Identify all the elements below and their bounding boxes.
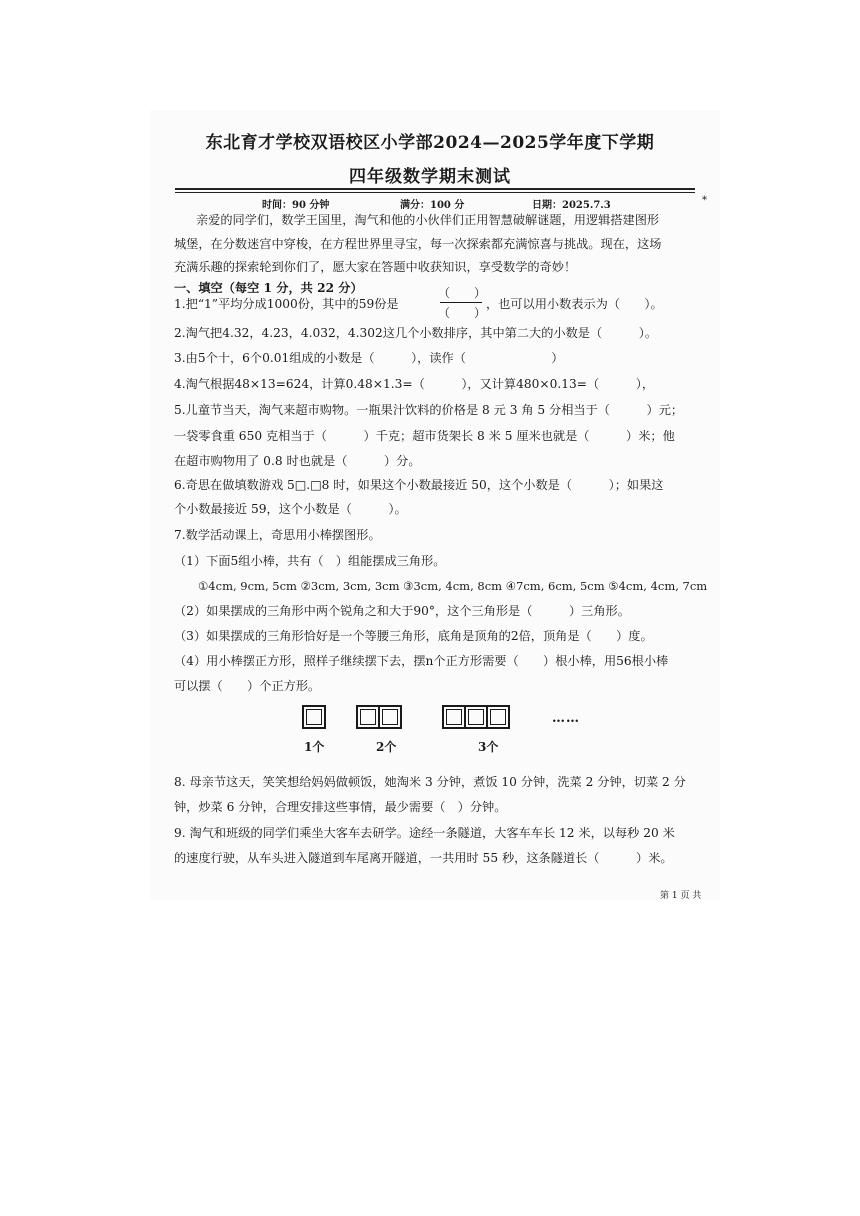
fraction-bar xyxy=(440,302,482,303)
q5-line-3: 在超市购物用了 0.8 时也就是（ ）分。 xyxy=(174,454,421,468)
exam-time: 时间：90 分钟 xyxy=(262,200,330,211)
fraction-denominator: （ ） xyxy=(438,306,487,320)
q7-part2: （2）如果摆成的三角形中两个锐角之和大于90°，这个三角形是（ ）三角形。 xyxy=(174,604,630,618)
exam-score: 满分：100 分 xyxy=(400,200,465,211)
square-shape xyxy=(486,705,510,729)
page-number: 第 1 页 共 xyxy=(660,891,702,901)
q6-line-2: 个小数最接近 59，这个小数是（ ）。 xyxy=(174,502,407,516)
q9-line-2: 的速度行驶，从车头进入隧道到车尾离开隧道，一共用时 55 秒，这条隧道长（ ）米。 xyxy=(174,851,673,865)
square-shape xyxy=(356,705,380,729)
q7-part4-line-2: 可以摆（ ）个正方形。 xyxy=(174,679,321,693)
q8-line-2: 钟，炒菜 6 分钟，合理安排这些事情，最少需要（ ）分钟。 xyxy=(174,800,507,814)
header-rule-thick xyxy=(175,188,695,190)
figure-label-3: 3个 xyxy=(478,740,499,754)
intro-line-1: 亲爱的同学们，数学王国里，淘气和他的小伙伴们正用智慧破解谜题，用逻辑搭建图形 xyxy=(196,213,660,227)
q7-part4-line-1: （4）用小棒摆正方形，照样子继续摆下去，摆n个正方形需要（ ）根小棒，用56根小棒 xyxy=(174,654,669,668)
q5-line-2: 一袋零食重 650 克相当于（ ）千克；超市货架长 8 米 5 厘米也就是（ ）米；他 xyxy=(174,429,675,443)
fraction-numerator: （ ） xyxy=(438,286,487,300)
figure-label-2: 2个 xyxy=(376,740,397,754)
figure-continuation: …… xyxy=(552,711,580,726)
q7-stick-options: ①4cm, 9cm, 5cm ②3cm, 3cm, 3cm ③3cm, 4cm, 8cm ④7cm, 6cm, 5cm ⑤4cm, 4cm, 7cm xyxy=(198,579,708,593)
q7-intro: 7.数学活动课上，奇思用小棒摆图形。 xyxy=(174,528,381,542)
fraction-blank xyxy=(438,284,487,320)
q9-line-1: 9. 淘气和班级的同学们乘坐大客车去研学。途经一条隧道，大客车车长 12 米，以每秒 20 米 xyxy=(174,826,675,840)
header-rule-thin xyxy=(175,192,695,193)
q7-part3: （3）如果摆成的三角形恰好是一个等腰三角形，底角是顶角的2倍，顶角是（ ）度。 xyxy=(174,629,653,643)
q1-text: 1.把“1”平均分成1000份，其中的59份是 xyxy=(174,297,399,311)
q1-text-tail: ，也可以用小数表示为（ ）。 xyxy=(486,297,663,311)
square-shape xyxy=(442,705,466,729)
q6-line-1: 6.奇思在做填数游戏 5□.□8 时，如果这个小数最接近 50，这个小数是（ ）；如果这 xyxy=(174,478,664,492)
square-shape xyxy=(378,705,402,729)
q5-line-1: 5.儿童节当天，淘气来超市购物。一瓶果汁饮料的价格是 8 元 3 角 5 分相当于（ ）元； xyxy=(174,403,684,417)
square-pattern-figure xyxy=(300,705,600,755)
intro-line-2: 城堡，在分数迷宫中穿梭，在方程世界里寻宝，每一次探索都充满惊喜与挑战。现在，这场 xyxy=(174,237,662,251)
q7-part1: （1）下面5组小棒，共有（ ）组能摆成三角形。 xyxy=(174,554,446,568)
q2-text: 2.淘气把4.32，4.23，4.032，4.302这几个小数排序，其中第二大的小数是（ ）。 xyxy=(174,326,658,340)
exam-title-school: 东北育才学校双语校区小学部2024—2025学年度下学期 xyxy=(205,133,655,153)
q3-text: 3.由5个十，6个0.01组成的小数是（ ），读作（ ） xyxy=(174,351,564,365)
intro-line-3: 充满乐趣的探索轮到你们了，愿大家在答题中收获知识，享受数学的奇妙！ xyxy=(174,260,577,274)
exam-title-subject: 四年级数学期末测试 xyxy=(349,167,511,187)
square-shape xyxy=(464,705,488,729)
square-shape xyxy=(302,705,326,729)
q4-text: 4.淘气根据48×13=624，计算0.48×1.3=（ ），又计算480×0.13=（ ）， xyxy=(174,377,655,391)
figure-label-1: 1个 xyxy=(304,740,325,754)
q8-line-1: 8. 母亲节这天，笑笑想给妈妈做顿饭，她淘米 3 分钟，煮饭 10 分钟，洗菜 2 分钟，切菜 2 分 xyxy=(174,775,686,789)
edge-mark: * xyxy=(702,195,707,206)
exam-date: 日期：2025.7.3 xyxy=(532,200,611,211)
section-heading: 一、填空（每空 1 分，共 22 分） xyxy=(174,281,363,295)
